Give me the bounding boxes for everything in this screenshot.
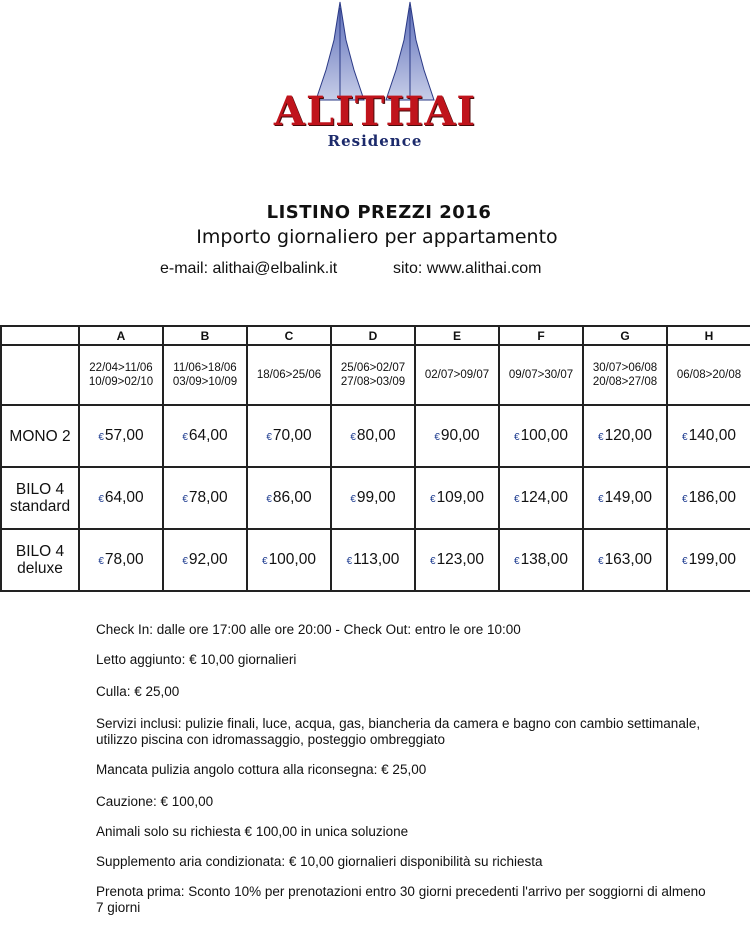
price-value: 78,00 — [104, 551, 144, 568]
price-cell — [163, 405, 247, 467]
euro-symbol: € — [598, 556, 604, 567]
euro-symbol: € — [346, 556, 353, 567]
euro-symbol: € — [434, 432, 440, 443]
price-cell — [79, 467, 163, 529]
euro-symbol: € — [182, 494, 188, 505]
row-label-line: BILO 4 — [15, 481, 65, 498]
row-label — [1, 529, 79, 591]
price-cell — [499, 405, 583, 467]
euro-symbol: € — [350, 432, 356, 443]
price-cell — [331, 467, 415, 529]
period-range: 20/08>27/08 — [592, 376, 658, 388]
column-header: F — [499, 326, 583, 345]
column-header: D — [331, 326, 415, 345]
price-value: 78,00 — [188, 489, 228, 506]
euro-symbol: € — [182, 432, 188, 443]
price-value: 100,00 — [520, 427, 568, 444]
row-label — [1, 467, 79, 529]
note-line: Culla: € 25,00 — [96, 684, 180, 699]
euro-symbol: € — [262, 556, 268, 567]
price-value: 64,00 — [188, 427, 228, 444]
price-value: 100,00 — [268, 551, 316, 568]
price-cell — [415, 467, 499, 529]
euro-symbol: € — [182, 556, 188, 567]
price-value: 70,00 — [272, 427, 312, 444]
euro-symbol: € — [682, 494, 688, 505]
brand-subtitle: Residence — [327, 132, 423, 150]
euro-symbol: € — [98, 432, 104, 443]
note-line: Letto aggiunto: € 10,00 giornalieri — [96, 652, 297, 667]
period-cell — [331, 345, 415, 405]
price-cell — [583, 467, 667, 529]
price-value: 57,00 — [104, 427, 144, 444]
price-value: 109,00 — [436, 489, 484, 506]
website-contact: sito: www.alithai.com — [393, 260, 542, 277]
euro-symbol: € — [598, 432, 604, 443]
price-cell — [331, 529, 415, 591]
price-cell — [163, 467, 247, 529]
price-value: 163,00 — [604, 551, 652, 568]
price-value: 90,00 — [440, 427, 480, 444]
price-cell — [415, 405, 499, 467]
note-line: Mancata pulizia angolo cottura alla riconsegna: € 25,00 — [96, 762, 427, 777]
euro-symbol: € — [266, 432, 272, 443]
period-cell — [667, 345, 750, 405]
note-line: Cauzione: € 100,00 — [96, 794, 214, 809]
period-range: 03/09>10/09 — [172, 376, 238, 388]
price-value: 149,00 — [604, 489, 652, 506]
price-value: 124,00 — [520, 489, 568, 506]
table-row — [1, 467, 750, 529]
euro-symbol: € — [430, 556, 436, 567]
table-row — [1, 529, 750, 591]
euro-symbol: € — [514, 556, 520, 567]
price-cell — [247, 405, 331, 467]
period-range: 02/07>09/07 — [424, 369, 490, 381]
period-range: 11/06>18/06 — [173, 362, 237, 374]
period-cell — [79, 345, 163, 405]
price-value: 120,00 — [604, 427, 652, 444]
price-cell — [247, 467, 331, 529]
price-value: 199,00 — [688, 551, 736, 568]
period-range: 18/06>25/06 — [256, 369, 322, 381]
column-header: G — [583, 326, 667, 345]
period-cell — [163, 345, 247, 405]
row-label-line: MONO 2 — [9, 427, 71, 445]
period-range: 25/06>02/07 — [340, 362, 406, 374]
price-value: 86,00 — [272, 489, 312, 506]
period-cell — [499, 345, 583, 405]
price-value: 186,00 — [688, 489, 736, 506]
price-value: 113,00 — [353, 551, 400, 568]
euro-symbol: € — [682, 432, 688, 443]
corner-cell — [1, 326, 79, 345]
euro-symbol: € — [266, 494, 272, 505]
column-header-row — [1, 326, 750, 345]
price-cell — [583, 405, 667, 467]
period-cell — [247, 345, 331, 405]
column-header: E — [415, 326, 499, 345]
euro-symbol: € — [430, 494, 436, 505]
euro-symbol: € — [350, 494, 356, 505]
period-range: 10/09>02/10 — [88, 376, 154, 388]
price-cell — [583, 529, 667, 591]
price-table — [0, 325, 750, 592]
row-label-line: standard — [9, 498, 71, 515]
column-header: C — [247, 326, 331, 345]
price-value: 140,00 — [688, 427, 736, 444]
euro-symbol: € — [598, 494, 604, 505]
column-header: H — [667, 326, 750, 345]
column-header: A — [79, 326, 163, 345]
price-cell — [667, 405, 750, 467]
period-range: 22/04>11/06 — [89, 362, 153, 374]
price-cell — [247, 529, 331, 591]
euro-symbol: € — [514, 494, 520, 505]
row-label-line: BILO 4 — [15, 543, 65, 560]
row-label — [1, 405, 79, 467]
euro-symbol: € — [514, 432, 520, 443]
period-range: 06/08>20/08 — [676, 369, 742, 381]
note-line: Prenota prima: Sconto 10% per prenotazioni entro 30 giorni precedenti l'arrivo per soggiorni di almeno 7 giorni — [96, 884, 706, 915]
price-value: 123,00 — [436, 551, 484, 568]
note-line: Animali solo su richiesta € 100,00 in unica soluzione — [96, 824, 409, 839]
price-cell — [163, 529, 247, 591]
price-value: 64,00 — [104, 489, 144, 506]
note-line: Servizi inclusi: pulizie finali, luce, acqua, gas, biancheria da camera e bagno con cambio settimanale, utilizzo piscina con idromassaggio, posteggio ombreggiato — [96, 716, 701, 747]
email-contact: e-mail: alithai@elbalink.it — [160, 260, 338, 277]
price-cell — [79, 405, 163, 467]
note-line: Check In: dalle ore 17:00 alle ore 20:00 - Check Out: entro le ore 10:00 — [96, 622, 521, 637]
column-header: B — [163, 326, 247, 345]
euro-symbol: € — [98, 494, 104, 505]
page-subtitle: Importo giornaliero per appartamento — [196, 226, 558, 248]
period-row — [1, 345, 750, 405]
period-cell — [583, 345, 667, 405]
price-value: 80,00 — [356, 427, 396, 444]
price-cell — [499, 467, 583, 529]
brand-name: ALITHAI — [273, 88, 477, 135]
price-value: 138,00 — [520, 551, 568, 568]
period-range: 27/08>03/09 — [340, 376, 406, 388]
period-label-cell — [1, 345, 79, 405]
euro-symbol: € — [98, 556, 104, 567]
price-value: 99,00 — [356, 489, 396, 506]
period-cell — [415, 345, 499, 405]
price-cell — [415, 529, 499, 591]
page-title: LISTINO PREZZI 2016 — [266, 202, 492, 223]
price-cell — [331, 405, 415, 467]
price-cell — [667, 529, 750, 591]
price-cell — [79, 529, 163, 591]
price-value: 92,00 — [188, 551, 228, 568]
note-line: Supplemento aria condizionata: € 10,00 giornalieri disponibilità su richiesta — [96, 854, 543, 869]
price-cell — [667, 467, 750, 529]
euro-symbol: € — [682, 556, 688, 567]
period-range: 30/07>06/08 — [592, 362, 658, 374]
period-range: 09/07>30/07 — [508, 369, 574, 381]
row-label-line: deluxe — [17, 560, 63, 577]
price-cell — [499, 529, 583, 591]
table-row — [1, 405, 750, 467]
